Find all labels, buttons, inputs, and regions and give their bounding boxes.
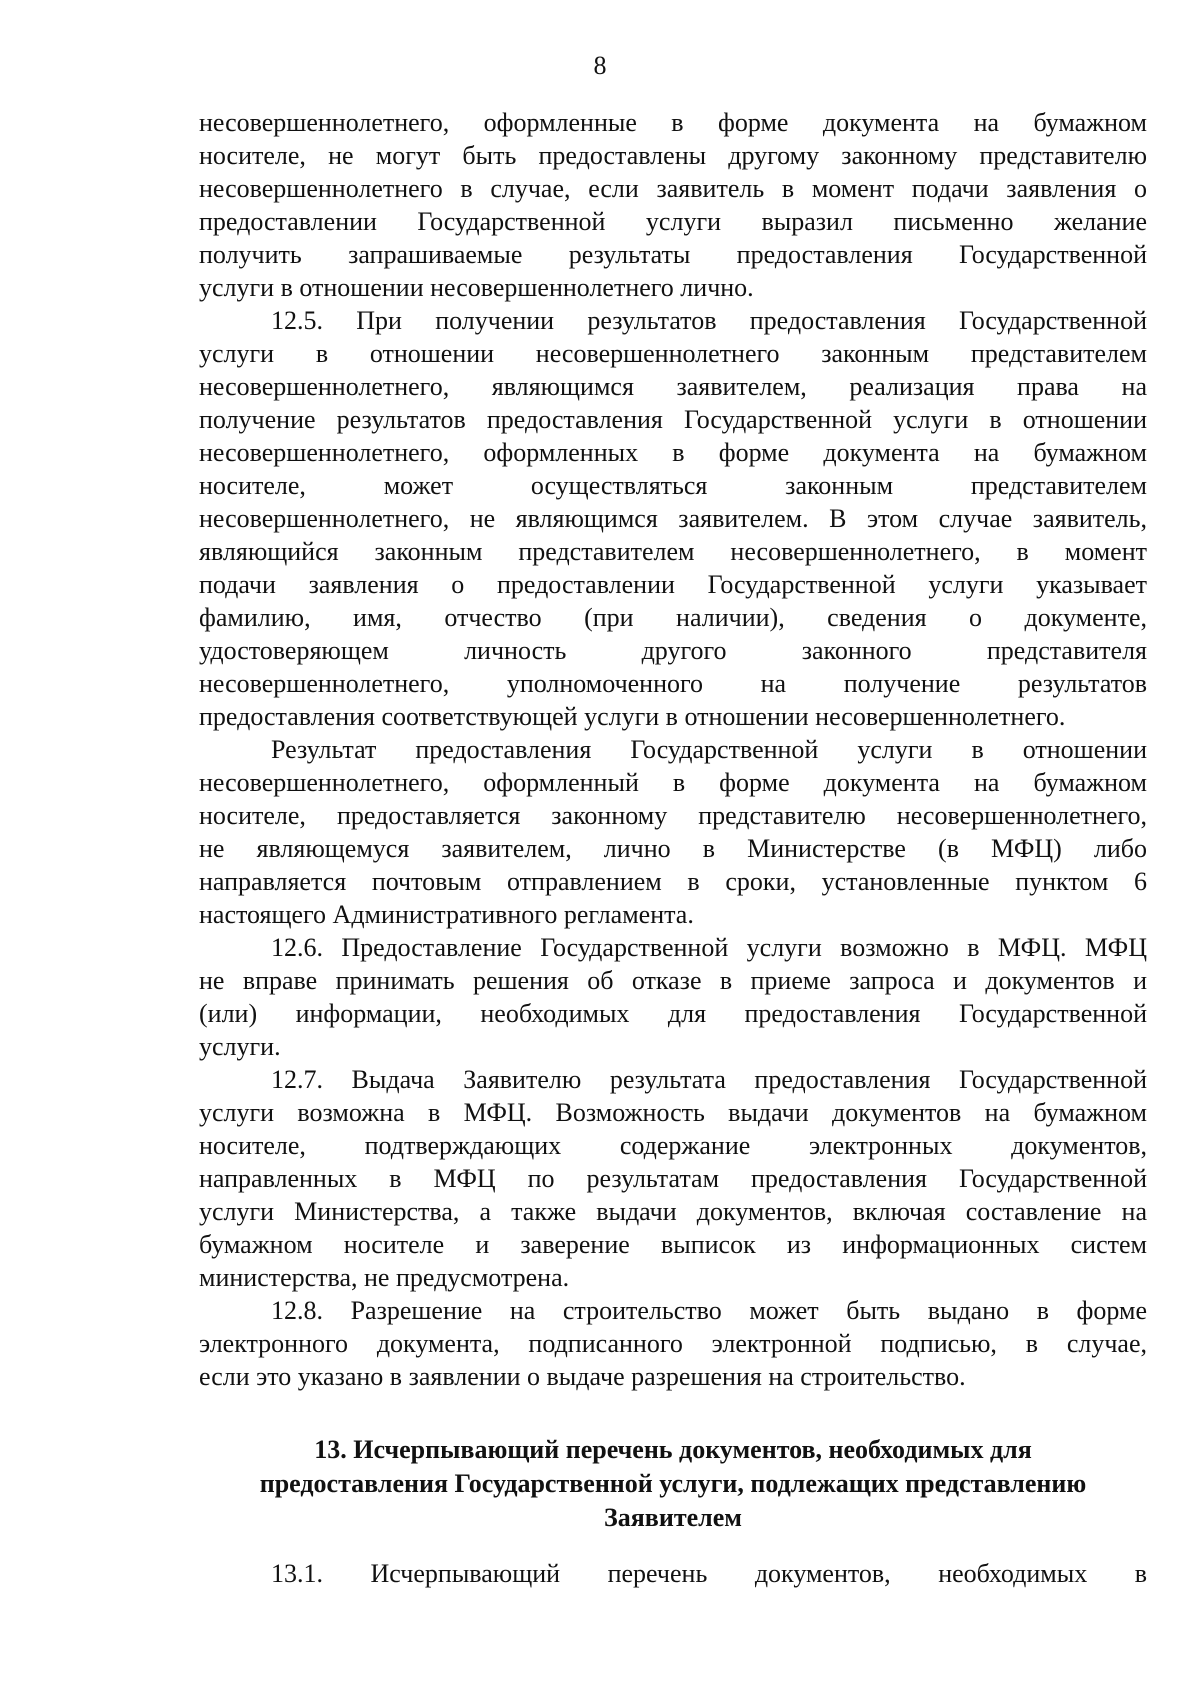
- text-line: услуги в отношении несовершеннолетнего законным представителем: [199, 339, 1147, 368]
- paragraph-12-8: [199, 1294, 1147, 1393]
- text-line: услуги возможна в МФЦ. Возможность выдачи документов на бумажном: [199, 1098, 1147, 1127]
- text-line: 12.7. Выдача Заявителю результата предоставления Государственной: [271, 1065, 1147, 1094]
- text-line: несовершеннолетнего, оформленные в форме документа на бумажном: [199, 108, 1147, 137]
- text-line: носителе, подтверждающих содержание электронных документов,: [199, 1131, 1147, 1160]
- page-number: 8: [593, 51, 607, 80]
- text-line: получить запрашиваемые результаты предоставления Государственной: [199, 240, 1147, 269]
- text-line: удостоверяющем личность другого законного представителя: [199, 636, 1147, 665]
- text-line: не являющемуся заявителем, лично в Министерстве (в МФЦ) либо: [199, 834, 1147, 863]
- text-line: не вправе принимать решения об отказе в приеме запроса и документов и: [199, 966, 1147, 995]
- text-line: направляется почтовым отправлением в сроки, установленные пунктом 6: [199, 867, 1147, 896]
- text-line: 12.8. Разрешение на строительство может быть выдано в форме: [271, 1296, 1147, 1325]
- text-line: электронного документа, подписанного электронной подписью, в случае,: [199, 1329, 1147, 1358]
- text-line: услуги Министерства, а также выдачи документов, включая составление на: [199, 1197, 1147, 1226]
- paragraph-12-6: [199, 931, 1147, 1063]
- document-body: [199, 106, 1147, 1590]
- text-line: министерства, не предусмотрена.: [199, 1263, 570, 1292]
- text-line: услуги в отношении несовершеннолетнего лично.: [199, 273, 754, 302]
- text-line: направленных в МФЦ по результатам предоставления Государственной: [199, 1164, 1147, 1193]
- text-line: носителе, не могут быть предоставлены другому законному представителю: [199, 141, 1147, 170]
- text-line: подачи заявления о предоставлении Государственной услуги указывает: [199, 570, 1147, 599]
- heading-line: предоставления Государственной услуги, подлежащих представлению: [259, 1469, 1087, 1498]
- heading-line: Заявителем: [604, 1503, 742, 1532]
- text-line: 12.6. Предоставление Государственной услуги возможно в МФЦ. МФЦ: [271, 933, 1147, 962]
- text-line: несовершеннолетнего, являющимся заявителем, реализация права на: [199, 372, 1147, 401]
- text-line: предоставлении Государственной услуги выразил письменно желание: [199, 207, 1147, 236]
- text-line: если это указано в заявлении о выдаче разрешения на строительство.: [199, 1362, 966, 1391]
- heading-line: 13. Исчерпывающий перечень документов, необходимых для: [314, 1435, 1032, 1464]
- text-line: 13.1. Исчерпывающий перечень документов, необходимых в: [271, 1559, 1147, 1588]
- text-line: несовершеннолетнего, оформленных в форме документа на бумажном: [199, 438, 1147, 467]
- text-line: носителе, может осуществляться законным представителем: [199, 471, 1147, 500]
- text-line: услуги.: [199, 1032, 281, 1061]
- text-line: 12.5. При получении результатов предоставления Государственной: [271, 306, 1147, 335]
- text-line: Результат предоставления Государственной услуги в отношении: [271, 735, 1147, 764]
- text-line: несовершеннолетнего в случае, если заявитель в момент подачи заявления о: [199, 174, 1147, 203]
- section-heading-13: [199, 1433, 1147, 1535]
- text-line: являющийся законным представителем несовершеннолетнего, в момент: [199, 537, 1147, 566]
- paragraph-result: [199, 733, 1147, 931]
- text-line: несовершеннолетнего, не являющимся заявителем. В этом случае заявитель,: [199, 504, 1147, 533]
- text-line: несовершеннолетнего, уполномоченного на получение результатов: [199, 669, 1147, 698]
- text-line: предоставления соответствующей услуги в отношении несовершеннолетнего.: [199, 702, 1066, 731]
- paragraph-13-1: [199, 1557, 1147, 1590]
- text-line: фамилию, имя, отчество (при наличии), сведения о документе,: [199, 603, 1147, 632]
- text-line: бумажном носителе и заверение выписок из информационных систем: [199, 1230, 1147, 1259]
- paragraph-continuation: [199, 106, 1147, 304]
- text-line: носителе, предоставляется законному представителю несовершеннолетнего,: [199, 801, 1147, 830]
- text-line: настоящего Административного регламента.: [199, 900, 694, 929]
- text-line: (или) информации, необходимых для предоставления Государственной: [199, 999, 1147, 1028]
- paragraph-12-5: [199, 304, 1147, 733]
- text-line: несовершеннолетнего, оформленный в форме документа на бумажном: [199, 768, 1147, 797]
- text-line: получение результатов предоставления Государственной услуги в отношении: [199, 405, 1147, 434]
- paragraph-12-7: [199, 1063, 1147, 1294]
